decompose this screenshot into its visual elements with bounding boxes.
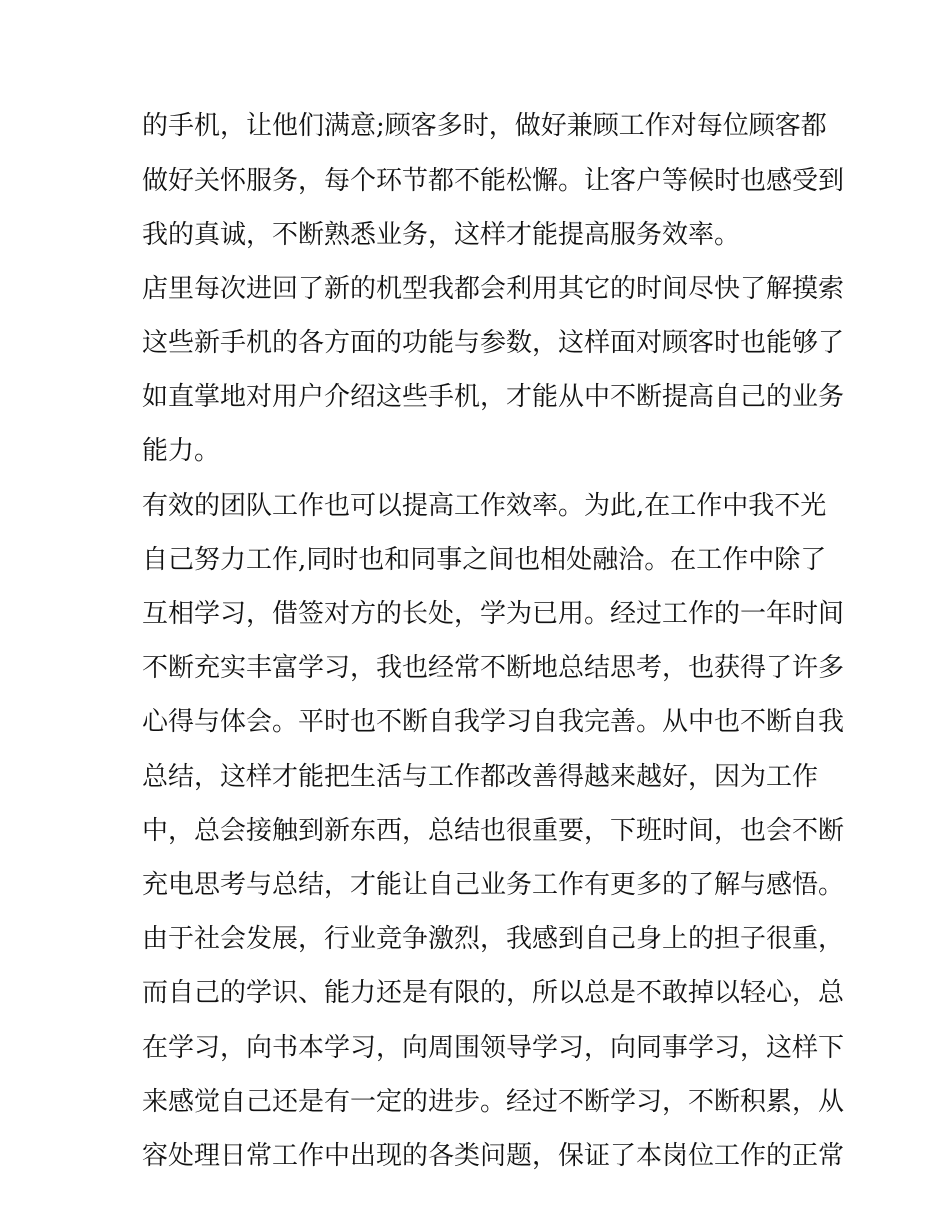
text-line: 能力。 [142, 436, 221, 466]
text-line: 而自己的学识、能力还是有限的，所以总是不敢掉以轻心，总 [142, 978, 845, 1008]
text-line: 店里每次进回了新的机型我都会利用其它的时间尽快了解摸索 [142, 274, 845, 304]
text-line: 我的真诚，不断熟悉业务，这样才能提高服务效率。 [142, 220, 741, 250]
text-line: 的手机，让他们满意;顾客多时，做好兼顾工作对每位顾客都 [142, 111, 827, 141]
text-line: 总结，这样才能把生活与工作都改善得越来越好，因为工作 [142, 762, 819, 792]
text-line: 心得与体会。平时也不断自我学习自我完善。从中也不断自我 [142, 707, 845, 737]
text-line: 由于社会发展，行业竞争激烈，我感到自己身上的担子很重， [142, 924, 845, 954]
text-line: 互相学习，借签对方的长处，学为已用。经过工作的一年时间 [142, 599, 845, 629]
text-line: 中，总会接触到新东西，总结也很重要，下班时间，也会不断 [142, 816, 845, 846]
text-line: 做好关怀服务，每个环节都不能松懈。让客户等候时也感受到 [142, 166, 845, 196]
text-line: 有效的团队工作也可以提高工作效率。为此,在工作中我不光 [142, 491, 827, 521]
text-line: 在学习，向书本学习，向周围领导学习，向同事学习，这样下 [142, 1033, 845, 1063]
text-line: 自己努力工作,同时也和同事之间也相处融洽。在工作中除了 [142, 545, 827, 575]
text-line: 这些新手机的各方面的功能与参数，这样面对顾客时也能够了 [142, 328, 845, 358]
text-line: 来感觉自己还是有一定的进步。经过不断学习，不断积累，从 [142, 1087, 845, 1117]
text-line: 不断充实丰富学习，我也经常不断地总结思考，也获得了许多 [142, 653, 845, 683]
text-line: 容处理日常工作中出现的各类问题，保证了本岗位工作的正常 [142, 1141, 845, 1171]
text-line: 如直掌地对用户介绍这些手机，才能从中不断提高自己的业务 [142, 382, 845, 412]
text-line: 充电思考与总结，才能让自己业务工作有更多的了解与感悟。 [142, 870, 845, 900]
